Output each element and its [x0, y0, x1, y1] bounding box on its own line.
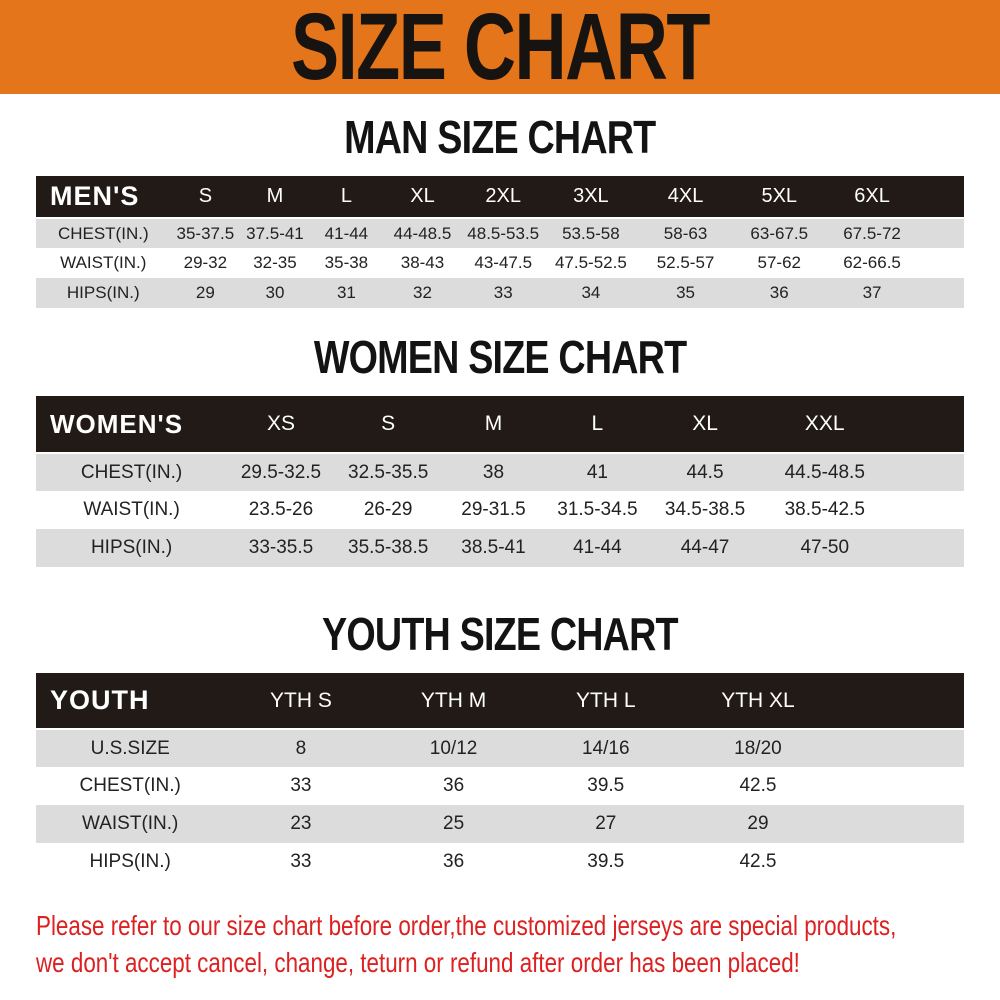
header-filler-cell	[889, 396, 964, 453]
value-cell: 48.5-53.5	[462, 218, 545, 248]
value-cell: 32.5-35.5	[335, 453, 442, 491]
man-section-heading	[0, 111, 1000, 163]
women-corner-label: WOMEN'S	[36, 396, 227, 453]
men-header-row	[36, 176, 964, 218]
table-row	[36, 453, 964, 491]
column-header-cell: L	[545, 396, 649, 453]
value-cell: 37	[825, 278, 920, 308]
value-cell: 53.5-58	[545, 218, 638, 248]
value-cell: 57-62	[734, 248, 825, 278]
value-cell: 34.5-38.5	[649, 491, 760, 529]
row-label-cell: HIPS(IN.)	[36, 529, 227, 567]
value-cell: 33	[224, 767, 377, 805]
man-section-heading-text: MAN SIZE CHART	[344, 111, 656, 163]
value-cell: 34	[545, 278, 638, 308]
value-cell: 41-44	[310, 218, 383, 248]
youth-section-heading-text: YOUTH SIZE CHART	[322, 608, 678, 660]
value-cell: 32-35	[240, 248, 310, 278]
value-cell: 23	[224, 805, 377, 843]
table-row	[36, 491, 964, 529]
value-cell: 36	[377, 767, 529, 805]
row-label-cell: WAIST(IN.)	[36, 491, 227, 529]
row-label-cell: U.S.SIZE	[36, 729, 224, 767]
value-cell: 26-29	[335, 491, 442, 529]
value-cell: 44-47	[649, 529, 760, 567]
value-cell: 38.5-41	[442, 529, 546, 567]
youth-corner-label: YOUTH	[36, 673, 224, 729]
row-label-cell: CHEST(IN.)	[36, 218, 171, 248]
row-filler-cell	[919, 218, 964, 248]
table-row	[36, 218, 964, 248]
column-header-cell: 2XL	[462, 176, 545, 218]
header-filler-cell	[834, 673, 964, 729]
footer-note	[36, 907, 1000, 981]
value-cell: 35.5-38.5	[335, 529, 442, 567]
value-cell: 44.5-48.5	[761, 453, 889, 491]
value-cell: 43-47.5	[462, 248, 545, 278]
row-filler-cell	[889, 491, 964, 529]
value-cell: 41	[545, 453, 649, 491]
youth-size-table	[36, 673, 964, 881]
row-filler-cell	[834, 729, 964, 767]
value-cell: 33-35.5	[227, 529, 335, 567]
value-cell: 39.5	[530, 767, 682, 805]
column-header-cell: 6XL	[825, 176, 920, 218]
value-cell: 29.5-32.5	[227, 453, 335, 491]
value-cell: 23.5-26	[227, 491, 335, 529]
value-cell: 10/12	[377, 729, 529, 767]
value-cell: 29	[682, 805, 834, 843]
value-cell: 38-43	[383, 248, 462, 278]
banner-title: SIZE CHART	[291, 0, 709, 100]
row-filler-cell	[834, 843, 964, 881]
value-cell: 62-66.5	[825, 248, 920, 278]
column-header-cell: M	[442, 396, 546, 453]
value-cell: 36	[377, 843, 529, 881]
value-cell: 37.5-41	[240, 218, 310, 248]
men-corner-label: MEN'S	[36, 176, 171, 218]
table-row	[36, 278, 964, 308]
column-header-cell: XS	[227, 396, 335, 453]
column-header-cell: YTH S	[224, 673, 377, 729]
value-cell: 31	[310, 278, 383, 308]
women-header-row	[36, 396, 964, 453]
row-label-cell: HIPS(IN.)	[36, 278, 171, 308]
column-header-cell: XL	[649, 396, 760, 453]
value-cell: 32	[383, 278, 462, 308]
header-filler-cell	[919, 176, 964, 218]
row-label-cell: WAIST(IN.)	[36, 248, 171, 278]
value-cell: 29-31.5	[442, 491, 546, 529]
column-header-cell: M	[240, 176, 310, 218]
column-header-cell: YTH M	[377, 673, 529, 729]
value-cell: 29	[171, 278, 241, 308]
value-cell: 35-37.5	[171, 218, 241, 248]
value-cell: 38	[442, 453, 546, 491]
youth-section-heading	[0, 608, 1000, 660]
value-cell: 42.5	[682, 767, 834, 805]
value-cell: 18/20	[682, 729, 834, 767]
men-size-table	[36, 176, 964, 308]
column-header-cell: 5XL	[734, 176, 825, 218]
value-cell: 35	[637, 278, 734, 308]
row-filler-cell	[889, 529, 964, 567]
value-cell: 36	[734, 278, 825, 308]
row-filler-cell	[834, 767, 964, 805]
footer-note-line-1: Please refer to our size chart before order,the customized jerseys are special products,	[36, 910, 897, 941]
value-cell: 14/16	[530, 729, 682, 767]
row-label-cell: HIPS(IN.)	[36, 843, 224, 881]
value-cell: 8	[224, 729, 377, 767]
table-row	[36, 767, 964, 805]
column-header-cell: S	[335, 396, 442, 453]
women-section-heading	[0, 331, 1000, 383]
table-row	[36, 843, 964, 881]
value-cell: 58-63	[637, 218, 734, 248]
table-row	[36, 529, 964, 567]
value-cell: 35-38	[310, 248, 383, 278]
youth-header-row	[36, 673, 964, 729]
value-cell: 47.5-52.5	[545, 248, 638, 278]
column-header-cell: XL	[383, 176, 462, 218]
column-header-cell: 3XL	[545, 176, 638, 218]
row-filler-cell	[919, 248, 964, 278]
footer-note-line-2: we don't accept cancel, change, teturn or refund after order has been placed!	[36, 947, 800, 978]
value-cell: 27	[530, 805, 682, 843]
value-cell: 38.5-42.5	[761, 491, 889, 529]
row-filler-cell	[834, 805, 964, 843]
row-filler-cell	[889, 453, 964, 491]
banner	[0, 0, 1000, 100]
value-cell: 33	[462, 278, 545, 308]
value-cell: 29-32	[171, 248, 241, 278]
value-cell: 42.5	[682, 843, 834, 881]
value-cell: 41-44	[545, 529, 649, 567]
column-header-cell: YTH XL	[682, 673, 834, 729]
value-cell: 25	[377, 805, 529, 843]
column-header-cell: S	[171, 176, 241, 218]
row-label-cell: CHEST(IN.)	[36, 767, 224, 805]
table-row	[36, 729, 964, 767]
row-filler-cell	[919, 278, 964, 308]
column-header-cell: 4XL	[637, 176, 734, 218]
value-cell: 63-67.5	[734, 218, 825, 248]
value-cell: 44-48.5	[383, 218, 462, 248]
value-cell: 52.5-57	[637, 248, 734, 278]
column-header-cell: L	[310, 176, 383, 218]
column-header-cell: XXL	[761, 396, 889, 453]
value-cell: 67.5-72	[825, 218, 920, 248]
value-cell: 39.5	[530, 843, 682, 881]
women-size-table	[36, 396, 964, 567]
value-cell: 47-50	[761, 529, 889, 567]
row-label-cell: WAIST(IN.)	[36, 805, 224, 843]
column-header-cell: YTH L	[530, 673, 682, 729]
value-cell: 33	[224, 843, 377, 881]
value-cell: 31.5-34.5	[545, 491, 649, 529]
table-row	[36, 248, 964, 278]
value-cell: 44.5	[649, 453, 760, 491]
value-cell: 30	[240, 278, 310, 308]
women-section-heading-text: WOMEN SIZE CHART	[313, 331, 687, 383]
row-label-cell: CHEST(IN.)	[36, 453, 227, 491]
table-row	[36, 805, 964, 843]
